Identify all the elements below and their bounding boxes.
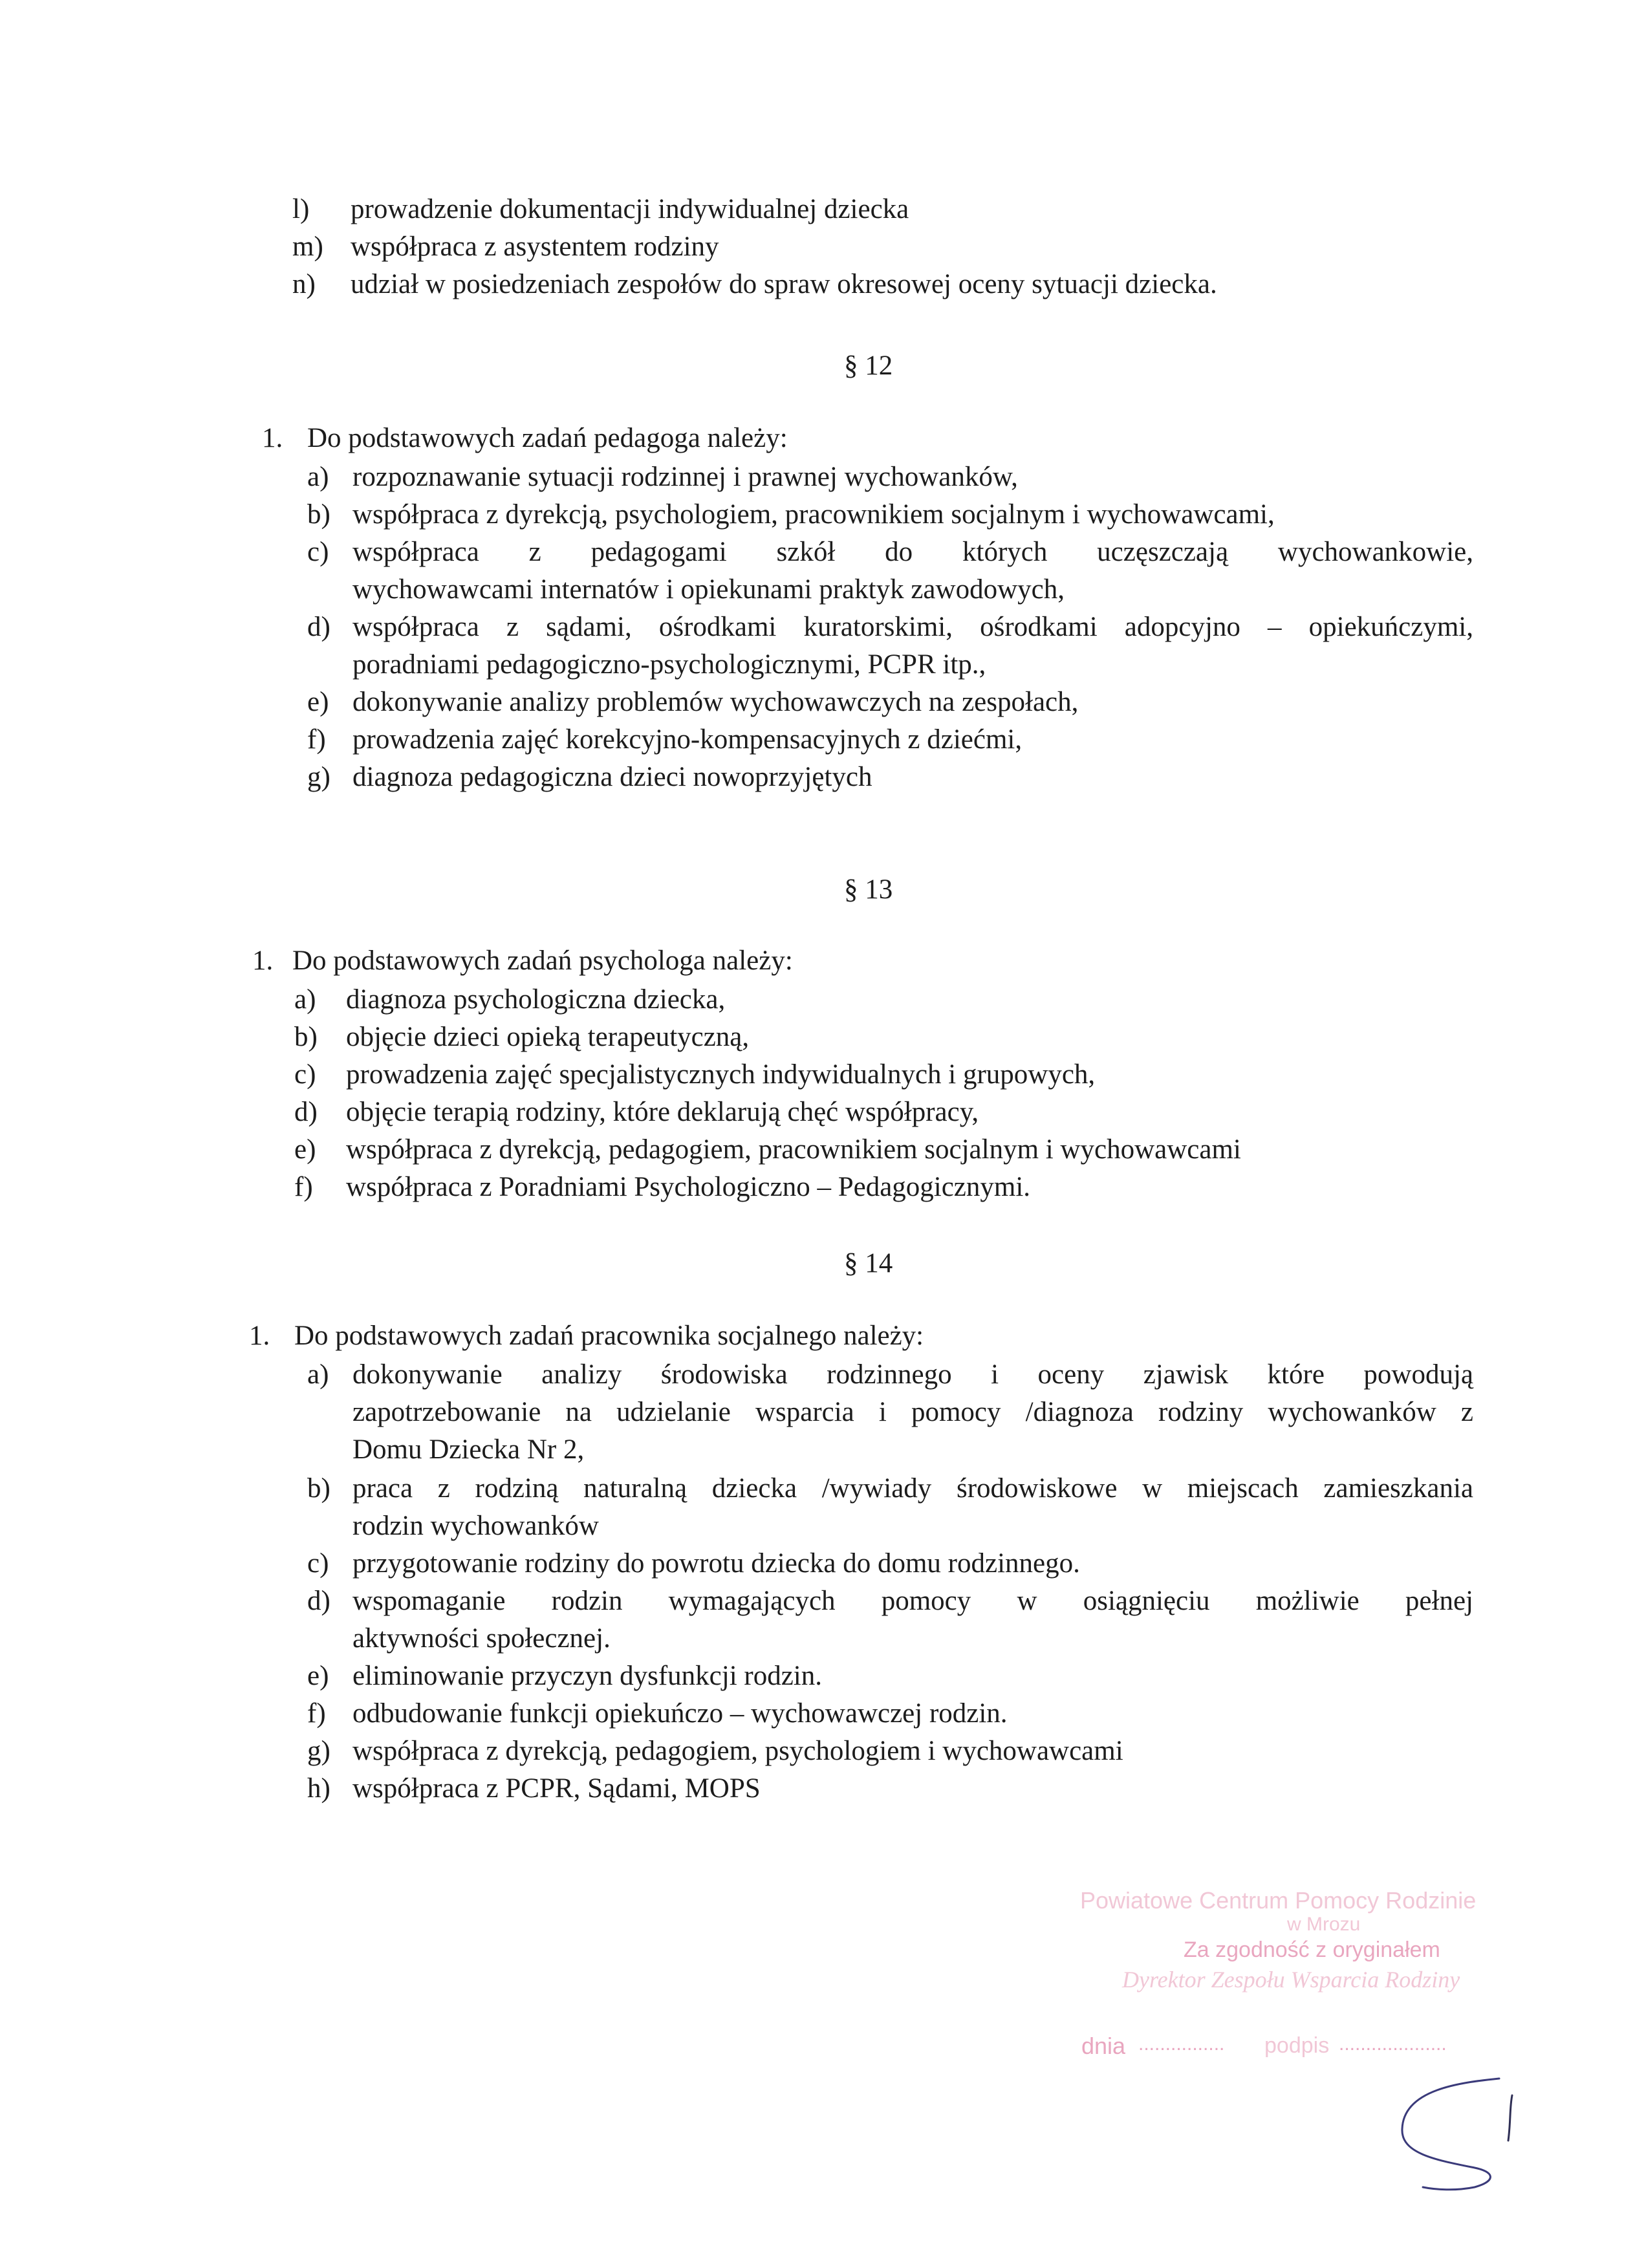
list-marker: g) xyxy=(307,1736,330,1766)
list-marker: d) xyxy=(307,612,330,642)
list-marker: e) xyxy=(307,1661,329,1691)
list-marker: l) xyxy=(292,194,310,224)
list-marker: d) xyxy=(307,1586,330,1616)
list-item-text: zapotrzebowanie na udzielanie wsparcia i pomocy /diagnoza rodziny wychowanków z xyxy=(352,1397,1473,1427)
list-item-text: praca z rodziną naturalną dziecka /wywiady środowiskowe w miejscach zamieszkania xyxy=(352,1473,1473,1504)
signature-mark xyxy=(1384,2069,1526,2192)
section-heading: § 13 xyxy=(844,874,893,905)
list-item-text: współpraca z pedagogami szkół do których uczęszczają wychowankowie, xyxy=(352,537,1473,567)
list-item-text: Domu Dziecka Nr 2, xyxy=(352,1434,585,1465)
list-marker: d) xyxy=(294,1097,318,1127)
list-item-text: diagnoza psychologiczna dziecka, xyxy=(346,984,726,1015)
list-item-text: rozpoznawanie sytuacji rodzinnej i prawnej wychowanków, xyxy=(352,462,1018,492)
list-item-text: eliminowanie przyczyn dysfunkcji rodzin. xyxy=(352,1661,823,1691)
list-item-text: poradniami pedagogiczno-psychologicznymi, PCPR itp., xyxy=(352,649,986,680)
list-marker: f) xyxy=(294,1172,313,1202)
list-item-text: współpraca z dyrekcją, psychologiem, pracownikiem socjalnym i wychowawcami, xyxy=(352,499,1275,530)
list-item-text: współpraca z PCPR, Sądami, MOPS xyxy=(352,1773,761,1804)
list-marker: f) xyxy=(307,724,326,755)
list-item-text: diagnoza pedagogiczna dzieci nowoprzyjętych xyxy=(352,762,872,792)
list-item-text: współpraca z Poradniami Psychologiczno – Pedagogicznymi. xyxy=(346,1172,1031,1202)
list-item-text: wychowawcami internatów i opiekunami praktyk zawodowych, xyxy=(352,574,1065,605)
list-marker: e) xyxy=(307,687,329,717)
stamp-date-label: dnia xyxy=(1081,2033,1126,2059)
list-item-text: objęcie terapią rodziny, które deklarują chęć współpracy, xyxy=(346,1097,979,1127)
list-item-text: aktywności społecznej. xyxy=(352,1623,611,1654)
list-item-text: rodzin wychowanków xyxy=(352,1511,599,1541)
list-marker: c) xyxy=(294,1059,316,1090)
list-marker: b) xyxy=(294,1022,318,1052)
list-item-text: prowadzenie dokumentacji indywidualnej dziecka xyxy=(351,194,909,224)
list-item-text: udział w posiedzeniach zespołów do spraw okresowej oceny sytuacji dziecka. xyxy=(351,269,1217,299)
list-item-text: współpraca z dyrekcją, pedagogiem, psychologiem i wychowawcami xyxy=(352,1736,1123,1766)
section-number: 1. xyxy=(252,945,274,976)
list-marker: g) xyxy=(307,762,330,792)
list-item-text: współpraca z dyrekcją, pedagogiem, pracownikiem socjalnym i wychowawcami xyxy=(346,1134,1241,1165)
list-item-text: przygotowanie rodziny do powrotu dziecka do domu rodzinnego. xyxy=(352,1548,1080,1579)
list-marker: a) xyxy=(307,462,329,492)
list-marker: a) xyxy=(294,984,316,1015)
section-number: 1. xyxy=(262,423,283,453)
section-number: 1. xyxy=(249,1321,270,1351)
stamp-line-director: Dyrektor Zespołu Wsparcia Rodziny xyxy=(1122,1967,1460,1993)
list-marker: h) xyxy=(307,1773,330,1804)
list-marker: f) xyxy=(307,1698,326,1729)
stamp-sign-label: podpis xyxy=(1264,2033,1330,2058)
stamp-line-certified: Za zgodność z oryginałem xyxy=(1184,1938,1440,1962)
list-item-text: objęcie dzieci opieką terapeutyczną, xyxy=(346,1022,750,1052)
stamp-date-dots: ................ xyxy=(1138,2033,1225,2055)
list-marker: b) xyxy=(307,499,330,530)
list-item-text: współpraca z asystentem rodziny xyxy=(351,232,719,262)
list-item-text: odbudowanie funkcji opiekuńczo – wychowawczej rodzin. xyxy=(352,1698,1008,1729)
section-intro: Do podstawowych zadań psychologa należy: xyxy=(292,945,793,976)
list-item-text: prowadzenia zajęć korekcyjno-kompensacyjnych z dziećmi, xyxy=(352,724,1023,755)
stamp-line-location: w Mrozu xyxy=(1287,1914,1361,1935)
section-intro: Do podstawowych zadań pedagoga należy: xyxy=(307,423,788,453)
list-marker: a) xyxy=(307,1359,329,1390)
list-marker: n) xyxy=(292,269,316,299)
stamp-line-institution: Powiatowe Centrum Pomocy Rodzinie xyxy=(1080,1887,1477,1914)
list-item-text: współpraca z sądami, ośrodkami kuratorskimi, ośrodkami adopcyjno – opiekuńczymi, xyxy=(352,612,1473,642)
list-marker: c) xyxy=(307,537,329,567)
section-heading: § 14 xyxy=(844,1248,893,1279)
list-marker: m) xyxy=(292,232,323,262)
section-heading: § 12 xyxy=(844,351,893,381)
list-marker: b) xyxy=(307,1473,330,1504)
list-marker: c) xyxy=(307,1548,329,1579)
stamp-sign-dots: .................... xyxy=(1339,2033,1447,2055)
list-marker: e) xyxy=(294,1134,316,1165)
list-item-text: prowadzenia zajęć specjalistycznych indywidualnych i grupowych, xyxy=(346,1059,1096,1090)
list-item-text: wspomaganie rodzin wymagających pomocy w osiągnięciu możliwie pełnej xyxy=(352,1586,1473,1616)
list-item-text: dokonywanie analizy problemów wychowawczych na zespołach, xyxy=(352,687,1079,717)
list-item-text: dokonywanie analizy środowiska rodzinnego i oceny zjawisk które powodują xyxy=(352,1359,1473,1390)
section-intro: Do podstawowych zadań pracownika socjalnego należy: xyxy=(294,1321,924,1351)
